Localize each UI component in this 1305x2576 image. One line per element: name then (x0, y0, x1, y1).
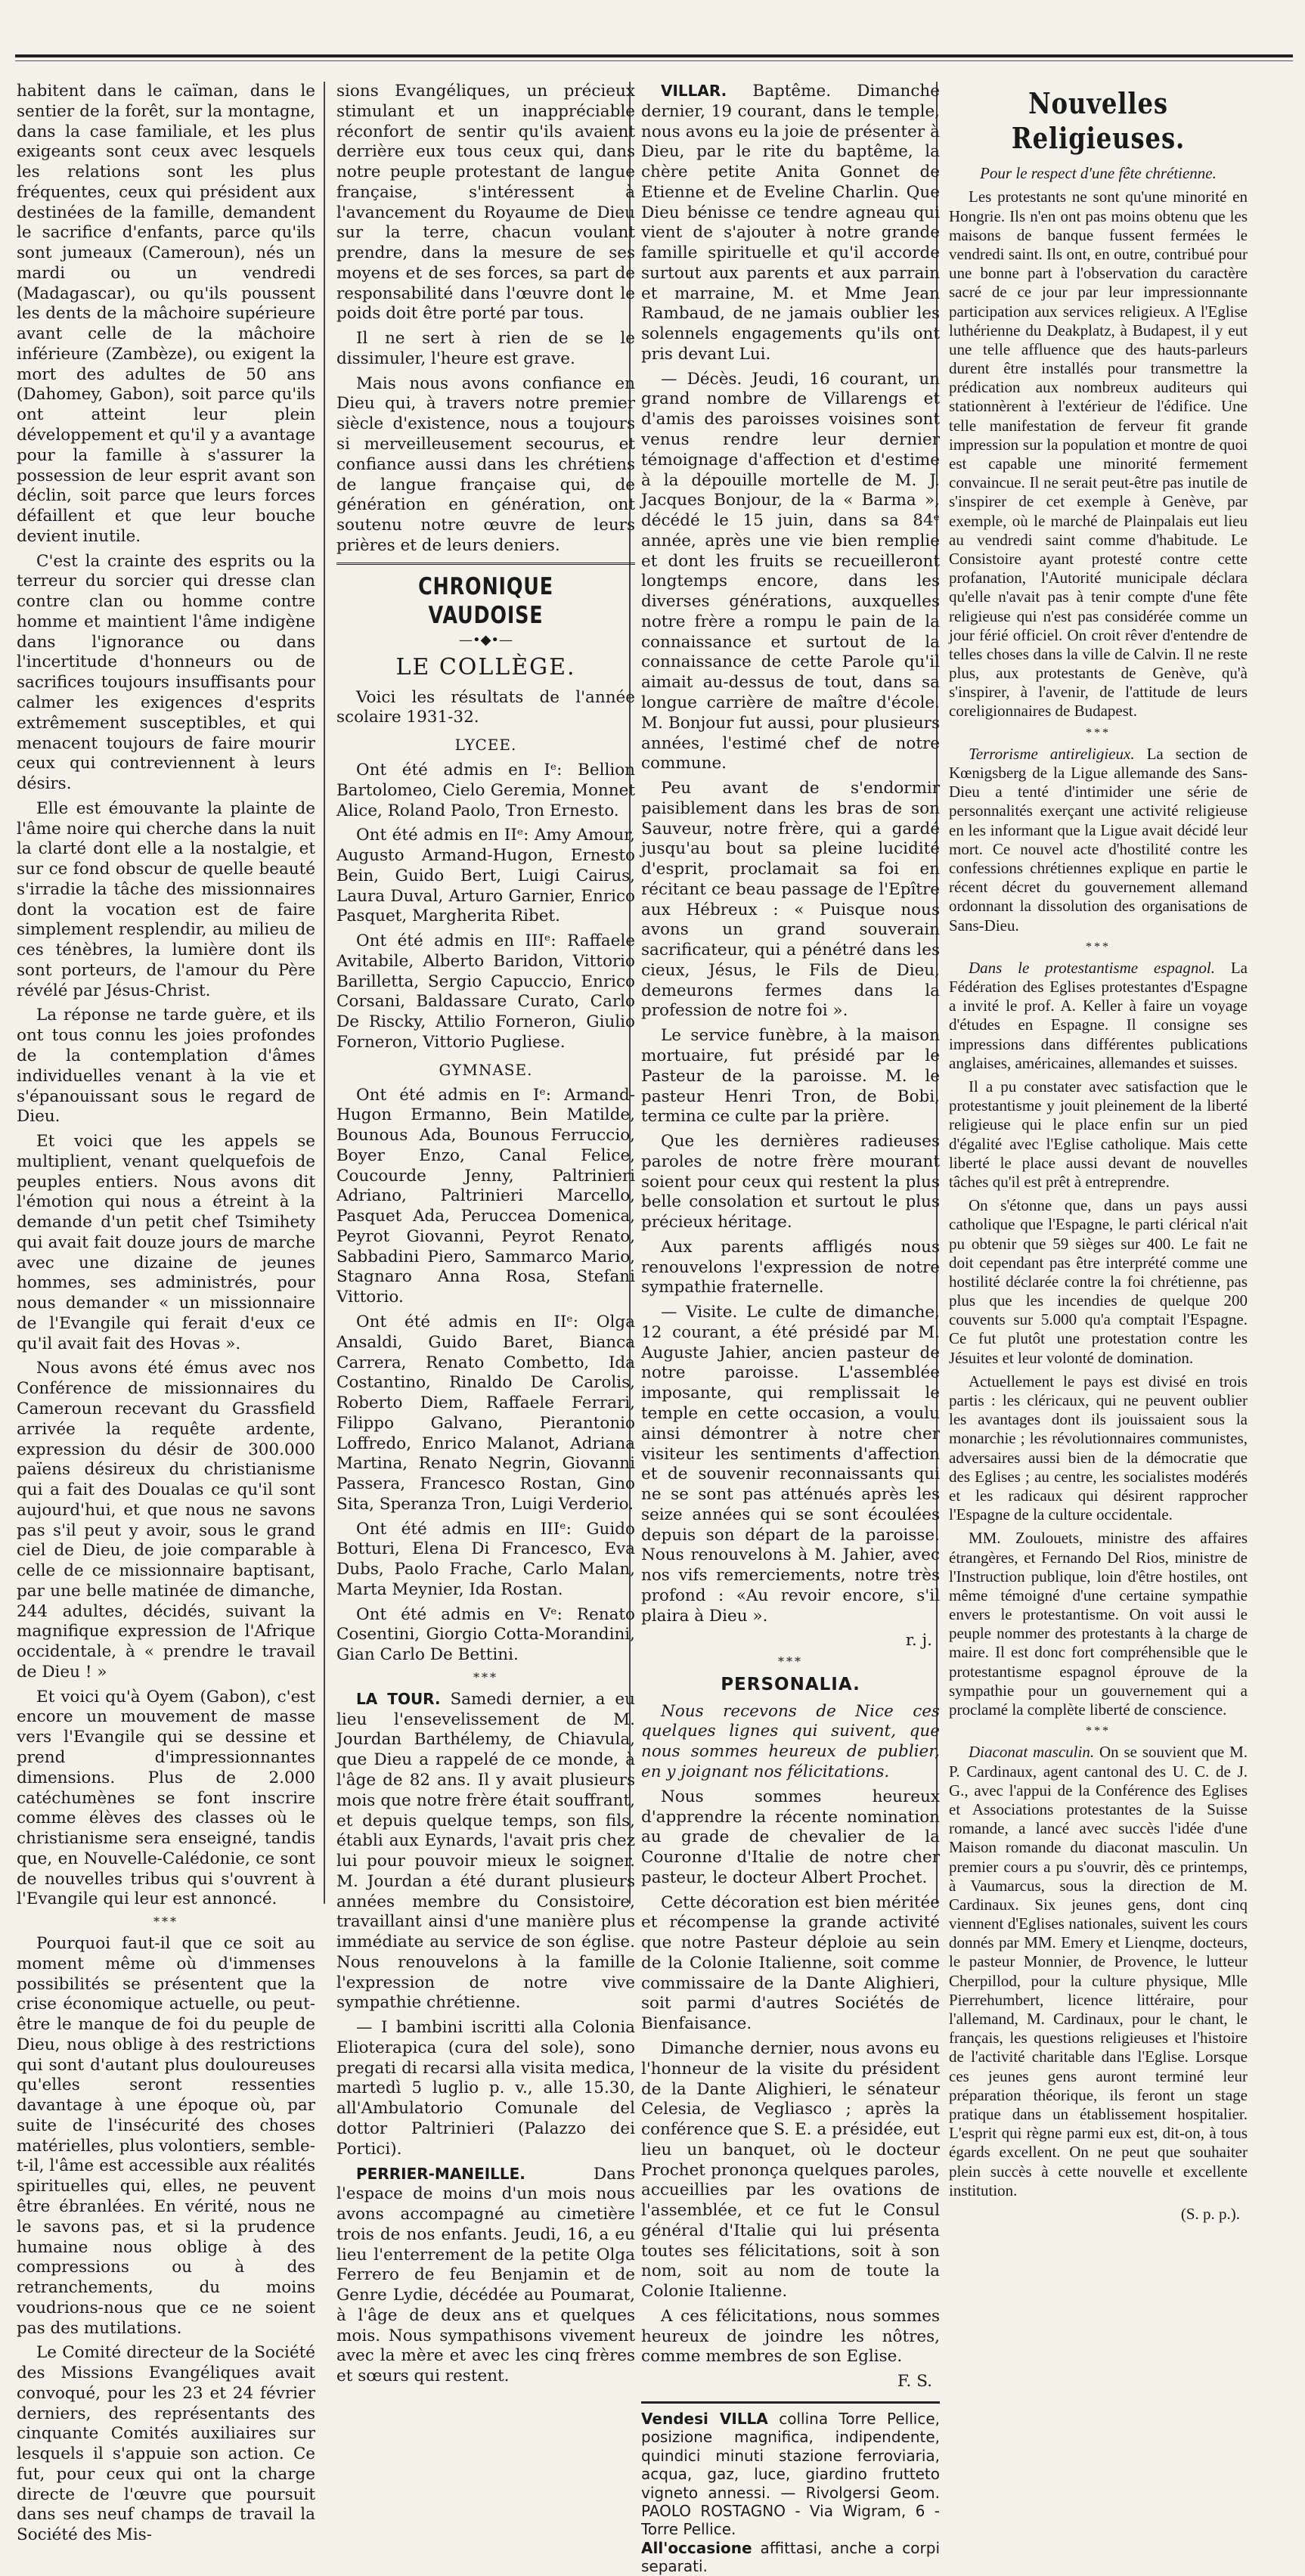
paragraph (949, 1743, 1248, 2200)
paragraph: Cette décoration est bien méritée et récompense la grande activité que notre Pasteur déploie au sein de la Colonie Italienne, soit comme commissaire de la Dante Alighieri, soit parmi d'autres Sociétés de Bienfaisance. (641, 1892, 940, 2034)
paragraph: — Visite. Le culte de dimanche, 12 courant, a été présidé par M. Auguste Jahier, ancien pasteur de notre paroisse. L'assemblée imposante, qui remplissait le temple en cette occasion, a voulu ainsi démontrer à notre cher visiteur les sentiments d'affection et de souvenir reconnaissants qui ne se sont pas atténués après les seize années qui se sont écoulées depuis son départ de la paroisse. Nous renouvelons à M. Jahier, avec nos vifs remerciements, notre très profond : «Au revoir encore, s'il plaira à Dieu ». (641, 1303, 940, 1626)
paragraph-text: Dans l'espace de moins d'un mois nous avons accompagné au cimetière trois de nos enfants. Jeudi, 16, a eu lieu l'enterrement de la petite Olga Ferrero de feu Benjamin et de Genre Lydie, décédée au Poumarat, à l'âge de deux ans et quelques mois. Nous sympathisons vivement avec la mère et avec les cinq frères et sœurs qui restent. (336, 2164, 635, 2386)
section-title: PERSONALIA. (721, 1675, 860, 1695)
paragraph: Ont été admis en Iᵉ: Armand-Hugon Ermanno, Bein Matilde, Bounous Ada, Bounous Ferruccio, Boyer Enzo, Canal Felice, Coucourde Jenny, Paltrinieri Adriano, Paltrinieri Marcello, Pasquet Ada, Peruccea Domenica, Peyrot Giovanni, Peyrot Renato, Sabbadini Piero, Sammarco Mario, Stagnaro Anna Rosa, Stefani Vittorio. (336, 1085, 635, 1307)
chronique-header (336, 563, 635, 682)
section-separator: *** (473, 1670, 498, 1685)
paragraph: On s'étonne que, dans un pays aussi catholique que l'Espagne, le parti clérical n'ait pu obtenir que 59 sièges sur 400. Le fait ne doit cependant pas être interprété comme une hostilité déclarée contre la foi chrétienne, pas plus que les incendies de quelque 200 couvents sur 5.000 qu'a comptait l'Espagne. Ce fut plutôt une protestation contre les Jésuites et leur volonté de domination. (949, 1196, 1248, 1367)
paragraph: — I bambini iscritti alla Colonia Elioterapica (cura del sole), sono pregati di recarsi alla visita medica, martedì 5 luglio p. v., alle 15.30, all'Ambulatorio Comunale del dottor Paltrinieri (Palazzo dei Portici). (336, 2018, 635, 2159)
paragraph: Nous sommes heureux d'apprendre la récente nomination au grade de chevalier de la Couronne d'Italie de notre cher pasteur, le docteur Albert Prochet. (641, 1787, 940, 1887)
top-rule-thin (15, 60, 1293, 61)
section-title: CHRONIQUE VAUDOISE (418, 572, 553, 630)
paragraph: Ont été admis en IIIᵉ: Guido Botturi, Elena Di Francesco, Eva Dubs, Paolo Frache, Carlo Malan, Marta Meynier, Ida Rostan. (336, 1519, 635, 1599)
column-rule (324, 82, 325, 1904)
paragraph (949, 745, 1248, 935)
ad-label: Vendesi VILLA (641, 2409, 768, 2428)
paragraph-text: On se souvient que M. P. Cardinaux, agent cantonal des U. C. de J. G., avec l'appui de la Conférence des Eglises et Associations protestantes de la Suisse romande, a lancé avec succès l'idée d'une Maison romande du diaconat masculin. Un premier cours a pu s'ouvrir, dès ce printemps, à Vaumarcus, sous la direction de M. Cardinaux. Six jeunes gens, dont cinq viennent d'Eglises nationales, suivent les cours donnés par MM. Emery et Lienqme, docteurs, le pasteur Monnier, de Provence, le lutteur Cherpillod, pour la culture physique, Mlle Pierrehumbert, licence littéraire, pour l'allemand, M. Cardinaux, pour le chant, le français, les questions religieuses et l'histoire de l'activité charitable dans l'Eglise. Lorsque ces jeunes gens auront terminé leur préparation théorique, ils feront un stage pratique dans un établissement hospitalier. L'esprit qui règne parmi eux est, dit-on, à tous égards excellent. On ne peut que souhaiter plein succès à cette nouvelle et excellente institution. (949, 1743, 1248, 2199)
paragraph: Il ne sert à rien de se le dissimuler, l'heure est grave. (336, 329, 635, 368)
paragraph: Ont été admis en IIᵉ: Olga Ansaldi, Guido Baret, Bianca Carrera, Renato Combetto, Ida Costantino, Rinaldo De Carolis, Roberto Diem, Raffaele Ferrari, Filippo Galvano, Pierantonio Loffredo, Enrico Malanot, Adriana Martina, Renato Negrin, Giovanni Passera, Francesco Rostan, Gino Sita, Speranza Tron, Luigi Verderio. (336, 1313, 635, 1514)
item-heading: Diaconat masculin. (969, 1743, 1095, 1762)
place-label: PERRIER-MANEILLE. (356, 2164, 525, 2183)
paragraph: Et voici qu'à Oyem (Gabon), c'est encore un mouvement de masse vers l'Evangile qui se dessine et prend d'impressionnantes dimensions. Plus de 2.000 catéchumènes se font inscrire comme élèves des classes où le christianisme sera enseigné, tandis que, en Nouvelle-Calédonie, ce sont de nouvelles tribus qui s'ouvrent à l'Evangile qui leur est annoncé. (17, 1687, 315, 1909)
classified-ad (641, 2401, 940, 2576)
signature: F. S. (897, 2372, 932, 2392)
paragraph-text: Baptême. Dimanche dernier, 19 courant, dans le temple, nous avons eu la joie de présenter à Dieu, par le rite du baptême, la chère petite Anita Gonnet de Etienne et de Eveline Charlin. Que Dieu bénisse ce tendre agneau qui vient de s'ajouter à notre grande famille spirituelle et qu'il accorde surtout aux parents et aux parrain et marraine, M. et Mme Jean Rambaud, de ne jamais oublier les solennels engagements qu'ils ont pris devant Lui. (641, 82, 940, 364)
paragraph: Ont été admis en Vᵉ: Renato Cosentini, Giorgio Cotta-Morandini, Gian Carlo De Bettini. (336, 1604, 635, 1665)
paragraph: Ont été admis en Iᵉ: Bellion Bartolomeo, Cielo Geremia, Monnet Alice, Roland Paolo, Tron Ernesto. (336, 760, 635, 820)
ad-body: affittasi, anche a corpi separati. (641, 2538, 940, 2576)
paragraph: Les protestants ne sont qu'une minorité en Hongrie. Ils n'en ont pas moins obtenu que les maisons de banque fussent fermées le vendredi saint. Ils ont, en outre, contribué pour une bonne part à l'observation du caractère sacré de ce jour par leur impressionnante participation aux services religieux. A l'Eglise luthérienne du Deakplatz, à Budapest, il y eut une telle affluence que des hauts-parleurs durent être installés pour transmettre la prédication aux nombreux auditeurs qui stationnèrent à l'extérieur de l'édifice. Une telle manifestation de ferveur fit grande impression sur la population et montre de quoi est capable une minorité fermement convaincue. Il ne serait peut-être pas inutile de s'inspirer de cet exemple à Genève, par exemple, où le marché de Plainpalais eut lieu au vendredi saint comme d'habitude. Le Consistoire ayant protesté contre cette profanation, l'Autorité municipale déclara qu'elle n'avait pas à tenir compte d'une fête religieuse qui n'est pas considérée comme un jour férié officiel. On croit rêver d'entendre de telles choses dans la ville de Calvin. Il ne reste plus, aux protestants de Genève, qu'à s'inspirer, à l'avenir, de l'attitude de leurs coreligionnaires de Budapest. (949, 188, 1248, 721)
section-separator: *** (778, 1654, 803, 1669)
paragraph (336, 1690, 635, 2013)
item-heading: Terrorisme antireligieux. (969, 744, 1135, 763)
paragraph: Peu avant de s'endormir paisiblement dans les bras de son Sauveur, notre frère, qui a gardé jusqu'au bout sa pleine lucidité d'esprit, proclamait sa foi en récitant ce beau passage de l'Epître aux Hébreux : « Puisque nous avons un grand souverain sacrificateur, qui a pénétré dans les cieux, Jésus, le Fils de Dieu, demeurons fermes dans la profession de notre foi ». (641, 779, 940, 1021)
place-label: LA TOUR. (356, 1689, 441, 1708)
paragraph: A ces félicitations, nous sommes heureux de joindre les nôtres, comme membres de son Eglise. (641, 2306, 940, 2367)
paragraph: habitent dans le caïman, dans le sentier de la forêt, sur la montagne, dans la case familiale, et les plus exigeants sont ceux avec lesquels les relations sont les plus fréquentes, ceux qui président aux destinées de la famille, demandent le sacrifice d'enfants, parce qu'ils sont jumeaux (Cameroun), nés un mardi ou un vendredi (Madagascar), ou qu'ils poussent les dents de la mâchoire supérieure avant celle de la mâchoire inférieure (Zambèze), ou exigent la mort des adultes de 50 ans (Dahomey, Gabon), soit parce qu'ils ont atteint leur plein développement et qu'il y a avantage pour la famille à s'assurer la possession de leur esprit avant son déclin, soit parce que leurs forces défaillent et que leur bouche devient inutile. (17, 82, 315, 546)
paragraph: C'est la crainte des esprits ou la terreur du sorcier qui dresse clan contre clan ou homme contre homme et maintient l'âme indigène dans l'ignorance ou dans l'incertitude d'honneurs ou de sacrifices toujours insuffisants pour calmer les exigences d'esprits extrêmement susceptibles, et qui menacent toujours de faire mourir ceux qui contreviennent à leurs désirs. (17, 551, 315, 794)
column-1 (17, 82, 315, 2545)
flourish-ornament: —•◆•— (458, 631, 513, 648)
paragraph: Le service funèbre, à la maison mortuaire, fut présidé par le Pasteur de la paroisse. M. le pasteur Henri Tron, de Bobi, termina ce culte par la prière. (641, 1026, 940, 1127)
paragraph: Nous avons été émus avec nos Conférence de missionnaires du Cameroun recevant du Grassfield arrivée la requête ardente, expression du désir de 300.000 païens désireux du christianisme qui a fait des Doualas ce qu'il sont aujourd'hui, et que nous ne savons pas s'il peut y avoir, sous le grand ciel de Dieu, de joie comparable à celle de ce missionnaire baptisant, par une belle matinée de dimanche, 244 adultes, décidés, suivant la magnifique expression de l'Afrique occidentale, à « prendre le travail de Dieu ! » (17, 1359, 315, 1682)
paragraph: Ont été admis en IIIᵉ: Raffaele Avitabile, Alberto Baridon, Vittorio Barilletta, Sergio Capuccio, Enrico Corsani, Baldassare Curato, Carlo De Riscky, Attilio Forneron, Giulio Forneron, Vittorio Pugliese. (336, 932, 635, 1052)
paragraph (949, 959, 1248, 1073)
column-3 (641, 82, 940, 2576)
paragraph: Pourquoi faut-il que ce soit au moment même où d'immenses possibilités se présentent que la crise économique actuelle, ou peut-être le manque de foi du peuple de Dieu, nous oblige à des restrictions qui sont d'autant plus douloureuses qu'elles seront ressenties davantage à une époque où, par suite de l'insécurité des choses matérielles, plus volontiers, semble-t-il, l'âme est accessible aux réalités spirituelles qui, elles, ne peuvent être ébranlées. En vérité, nous ne le savons pas, et si la prudence humaine nous oblige à des compressions ou à des retranchements, du moins voudrions-nous que ce ne soient pas des mutilations. (17, 1934, 315, 2338)
paragraph: Nous recevons de Nice ces quelques lignes qui suivent, que nous sommes heureux de publier, en y joignant nos félicitations. (641, 1701, 940, 1782)
subheading: LYCEE. (454, 736, 517, 755)
paragraph: La réponse ne tarde guère, et ils ont tous connu les joies profondes de la contemplation d'âmes individuelles venant à la vie et s'épanouissant sous le regard de Dieu. (17, 1006, 315, 1127)
ad-body: collina Torre Pellice, posizione magnifica, indipendente, quindici minuti stazione ferroviaria, acqua, gaz, luce, giardino frutteto vigneto annessi. — Rivolgersi Geom. PAOLO ROSTAGNO - Via Wigram, 6 - Torre Pellice. (641, 2409, 940, 2539)
paragraph: Que les dernières radieuses paroles de notre frère mourant soient pour ceux qui restent la plus belle consolation et surtout le plus précieux héritage. (641, 1132, 940, 1232)
section-separator: *** (153, 1914, 178, 1930)
paragraph: — Décès. Jeudi, 16 courant, un grand nombre de Villarengs et d'amis des paroisses voisines sont venus rendre leur dernier témoignage d'affection et d'estime à la dépouille mortelle de M. J. Jacques Bonjour, de la « Barma », décédé le 15 juin, dans sa 84ᵉ année, après une vie bien remplie et dont les fruits se recueilleront longtemps encore, dans les diverses générations, auxquelles notre frère a rompu le pain de la connaissance et surtout de la connaissance de cette Parole qu'il aimait au-dessus de tout, dans sa longue carrière de maître d'école. M. Bonjour fut aussi, pour plusieurs années, l'estimé chef de notre commune. (641, 369, 940, 773)
paragraph: Voici les résultats de l'année scolaire 1931-32. (336, 687, 635, 727)
top-rule (15, 54, 1293, 57)
item-heading: Dans le protestantisme espagnol. (969, 958, 1215, 977)
paragraph: Il a pu constater avec satisfaction que le protestantisme y jouit pleinement de la liberté religieuse qui le place enfin sur un pied d'égalité avec l'Eglise catholique. Mais cette liberté le place aussi devant de nouvelles tâches qu'il est prêt à entreprendre. (949, 1077, 1248, 1191)
ad-text (641, 2539, 940, 2576)
paragraph: sions Evangéliques, un précieux stimulant et un inappréciable réconfort de sentir qu'ils avaient derrière eux tous ceux qui, dans notre peuple protestant de langue française, s'intéressent à l'avancement du Royaume de Dieu sur la terre, chacun voulant prendre, dans la mesure de ses moyens et de ses forces, sa part de responsabilité dans l'œuvre dont le poids doit être porté par tous. (336, 82, 635, 324)
paragraph: Dimanche dernier, nous avons eu l'honneur de la visite du président de la Dante Alighieri, le sénateur Celesia, de Vegliasco ; après la conférence que S. E. a présidée, eut lieu un banquet, où le docteur Prochet prononça quelques paroles, accueillies par les ovations de l'assemblée, et ce fut le Consul général d'Italie qui lui présenta toutes ses félicitations, soit à son nom, soit au nom de toute la Colonie Italienne. (641, 2038, 940, 2302)
paragraph: Mais nous avons confiance en Dieu qui, à travers notre premier siècle d'existence, nous a toujours si merveilleusement secourus, et confiance aussi dans les chrétiens de langue française qui, de génération en génération, ont soutenu notre œuvre de leurs prières et de leurs deniers. (336, 374, 635, 555)
subsection-title: LE COLLÈGE. (395, 654, 576, 681)
paragraph: Actuellement le pays est divisé en trois partis : les cléricaux, qui ne peuvent oublier les avantages dont ils jouissaient sous la monarchie ; les révolutionnaires communistes, adversaires aussi bien de la démocratie que des Eglises ; au centre, les socialistes modérés et les radicaux qui désirent rapprocher l'Espagne de la culture occidentale. (949, 1372, 1248, 1524)
section-separator: *** (1086, 1725, 1111, 1738)
paragraph: Pour le respect d'une fête chrétienne. (980, 164, 1217, 183)
section-separator: *** (1086, 726, 1111, 739)
column-4 (949, 82, 1248, 2223)
paragraph: MM. Zoulouets, ministre des affaires étrangères, et Fernando Del Rios, ministre de l'Instruction publique, loin d'être hostiles, ont même témoigné d'une certaine sympathie envers le protestantisme. On voit aussi le peuple nommer des protestants à la charge de maire. Il est donc fort compréhensible que le protestantisme espagnol éprouve de la sympathie pour un gouvernement qui a proclamé la complète liberté de conscience. (949, 1529, 1248, 1719)
paragraph: Le Comité directeur de la Société des Missions Evangéliques avait convoqué, pour les 23 et 24 février derniers, des représentants des cinquante Comités auxiliaires sur lesquels il s'appuie son action. Ce fut, pour ceux qui ont la charge directe de l'œuvre que poursuit dans ses neuf champs de travail la Société des Mis- (17, 2343, 315, 2545)
signature: r. j. (905, 1631, 932, 1651)
paragraph: Elle est émouvante la plainte de l'âme noire qui cherche dans la nuit la clarté dont elle a la nostalgie, et sur ce fond obscur de quelle beauté s'irradie la tâche des missionnaires dont la vocation est de faire simplement resplendir, au milieu de ces ténèbres, la lumière dont ils sont porteurs, de l'amour du Père révélé par Jésus-Christ. (17, 798, 315, 1000)
paragraph: Ont été admis en IIᵉ: Amy Amour, Augusto Armand-Hugon, Ernesto Bein, Guido Bert, Luigi Cairus, Laura Duval, Arturo Garnier, Enrico Pasquet, Margherita Ribet. (336, 826, 635, 926)
ad-text (641, 2410, 940, 2539)
place-label: VILLAR. (661, 82, 727, 100)
signature: (S. p. p.). (1180, 2204, 1240, 2223)
paragraph: Et voici que les appels se multiplient, venant quelquefois de peuples entiers. Nous avons dit l'émotion qui nous a étreint à la demande d'un petit chef Tsimihety qui avait fait douze jours de marche avec une dizaine de jeunes hommes, ses administrés, pour nous demander « un missionnaire de l'Evangile qui ferait d'eux ce qu'il avait fait des Hovas ». (17, 1132, 315, 1353)
section-title: Nouvelles Religieuses. (1011, 86, 1186, 155)
paragraph-text: La section de Kœnigsberg de la Ligue allemande des Sans-Dieu a tenté d'intimider une série de personnalités exerçant une activité religieuse en les informant que la Ligue avait décidé leur mort. Ce nouvel acte d'hostilité contre les confessions chrétiennes explique en partie le récent décret du gouvernement allemand ordonnant la dissolution des organisations de Sans-Dieu. (949, 744, 1248, 935)
column-2 (336, 82, 635, 2386)
paragraph-text: Samedi dernier, a eu lieu l'ensevelissement de M. Jourdan Barthélemy, de Chiavula, que Dieu a rappelé de ce monde, à l'âge de 82 ans. Il y avait plusieurs mois que notre frère était souffrant, et depuis quelque temps, son fils, établi aux Eynards, l'avait pris chez lui pour pouvoir mieux le soigner. M. Jourdan a été durant plusieurs années membre du Consistoire, travaillant ainsi d'une manière plus immédiate au service de son église. Nous renouvelons à la famille l'expression de notre vive sympathie chrétienne. (336, 1689, 635, 2013)
section-separator: *** (1086, 940, 1111, 953)
paragraph (336, 2165, 635, 2387)
subheading: GYMNASE. (439, 1060, 533, 1079)
ad-label: All'occasione (641, 2538, 752, 2557)
paragraph-text: La Fédération des Eglises protestantes d'Espagne a invité le prof. A. Keller à faire un voyage d'études en Espagne. Il consigne ses impressions dans différentes publications anglaises, américaines, allemandes et suisses. (949, 958, 1248, 1072)
paragraph: Aux parents affligés nous renouvelons l'expression de notre sympathie fraternelle. (641, 1237, 940, 1297)
paragraph (641, 82, 940, 365)
